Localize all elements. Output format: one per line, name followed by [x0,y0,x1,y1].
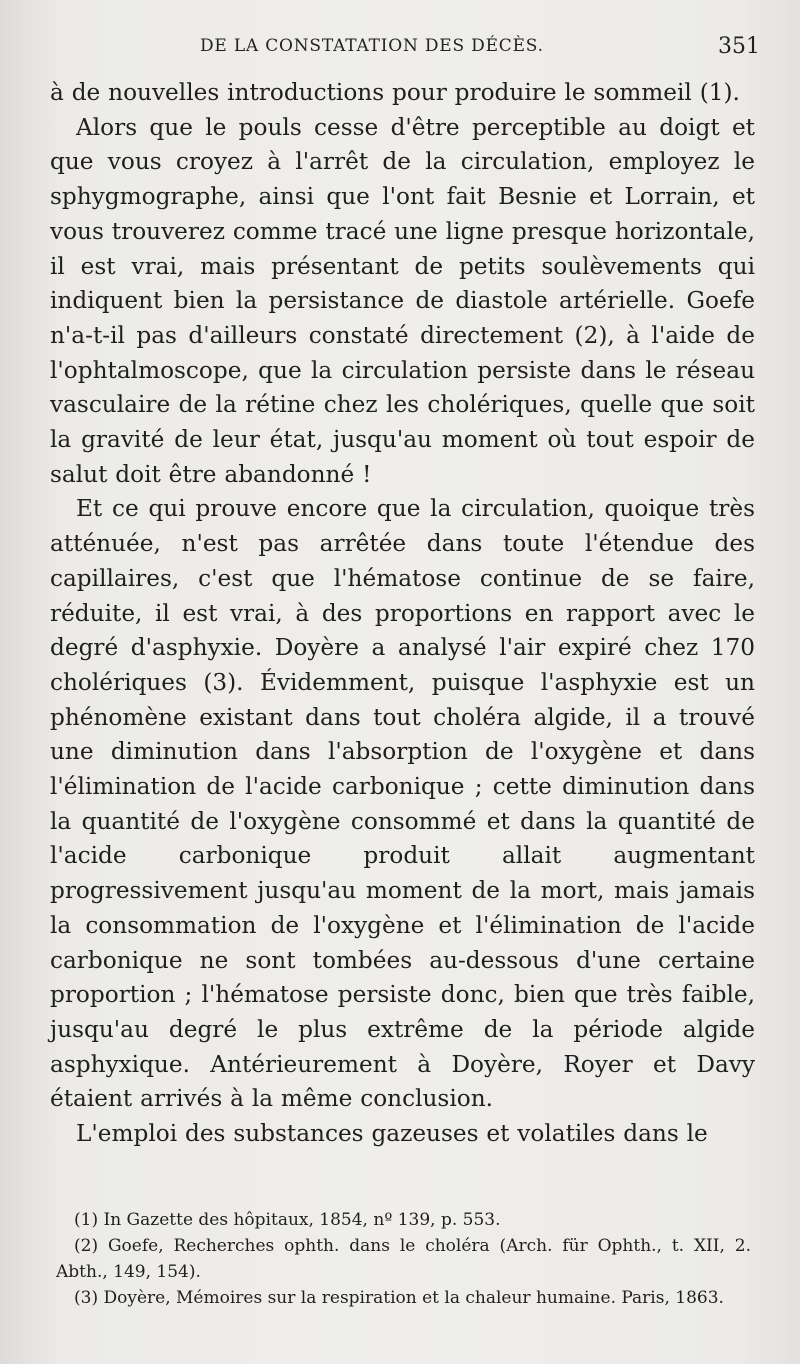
body-text [50,76,755,1152]
footnotes [56,1207,751,1311]
paragraph-sphygmographe: Alors que le pouls cesse d'être perceptible au doigt et que vous croyez à l'arrêt de la circulation, employez le sphygmographe, ainsi que l'ont fait Besnie et Lorrain, et vous trouverez comme tracé une ligne presque horizontale, il est vrai, mais présentant de petits soulèvements qui indiquent bien la persistance de diastole artérielle. Goefe n'a-t-il pas d'ailleurs constaté directement (2), à l'aide de l'ophtalmoscope, que la circulation persiste dans le réseau vasculaire de la rétine chez les cholériques, quelle que soit la gravité de leur état, jusqu'au moment où tout espoir de salut doit être abandonné ! [50,113,755,488]
paragraph-continuation: à de nouvelles introductions pour produire le sommeil (1). [50,79,740,106]
page-number: 351 [718,34,760,59]
footnote-1: (1) In Gazette des hôpitaux, 1854, nº 139, p. 553. [74,1210,501,1230]
running-head: DE LA CONSTATATION DES DÉCÈS. [200,36,544,56]
footnote-2: (2) Goefe, Recherches ophth. dans le choléra (Arch. für Ophth., t. XII, 2. Abth., 149, 154). [56,1236,751,1282]
page-header [200,36,760,66]
paragraph-hematose: Et ce qui prouve encore que la circulation, quoique très atténuée, n'est pas arrêtée dans toute l'étendue des capillaires, c'est que l'hématose continue de se faire, réduite, il est vrai, à des proportions en rapport avec le degré d'asphyxie. Doyère a analysé l'air expiré chez 170 cholériques (3). Évidemment, puisque l'asphyxie est un phénomène existant dans tout choléra algide, il a trouvé une diminution dans l'absorption de l'oxygène et dans l'élimination de l'acide carbonique ; cette diminution dans la quantité de l'oxygène consommé et dans la quantité de l'acide carbonique produit allait augmentant progressivement jusqu'au moment de la mort, mais jamais la consommation de l'oxygène et l'élimination de l'acide carbonique ne sont tombées au-dessous d'une certaine proportion ; l'hématose persiste donc, bien que très faible, jusqu'au degré le plus extrême de la période algide asphyxique. Antérieurement à Doyère, Royer et Davy étaient arrivés à la même conclusion. [50,495,755,1113]
paragraph-substances-gazeuses: L'emploi des substances gazeuses et volatiles dans le [76,1120,708,1148]
footnote-3: (3) Doyère, Mémoires sur la respiration et la chaleur humaine. Paris, 1863. [74,1288,724,1308]
